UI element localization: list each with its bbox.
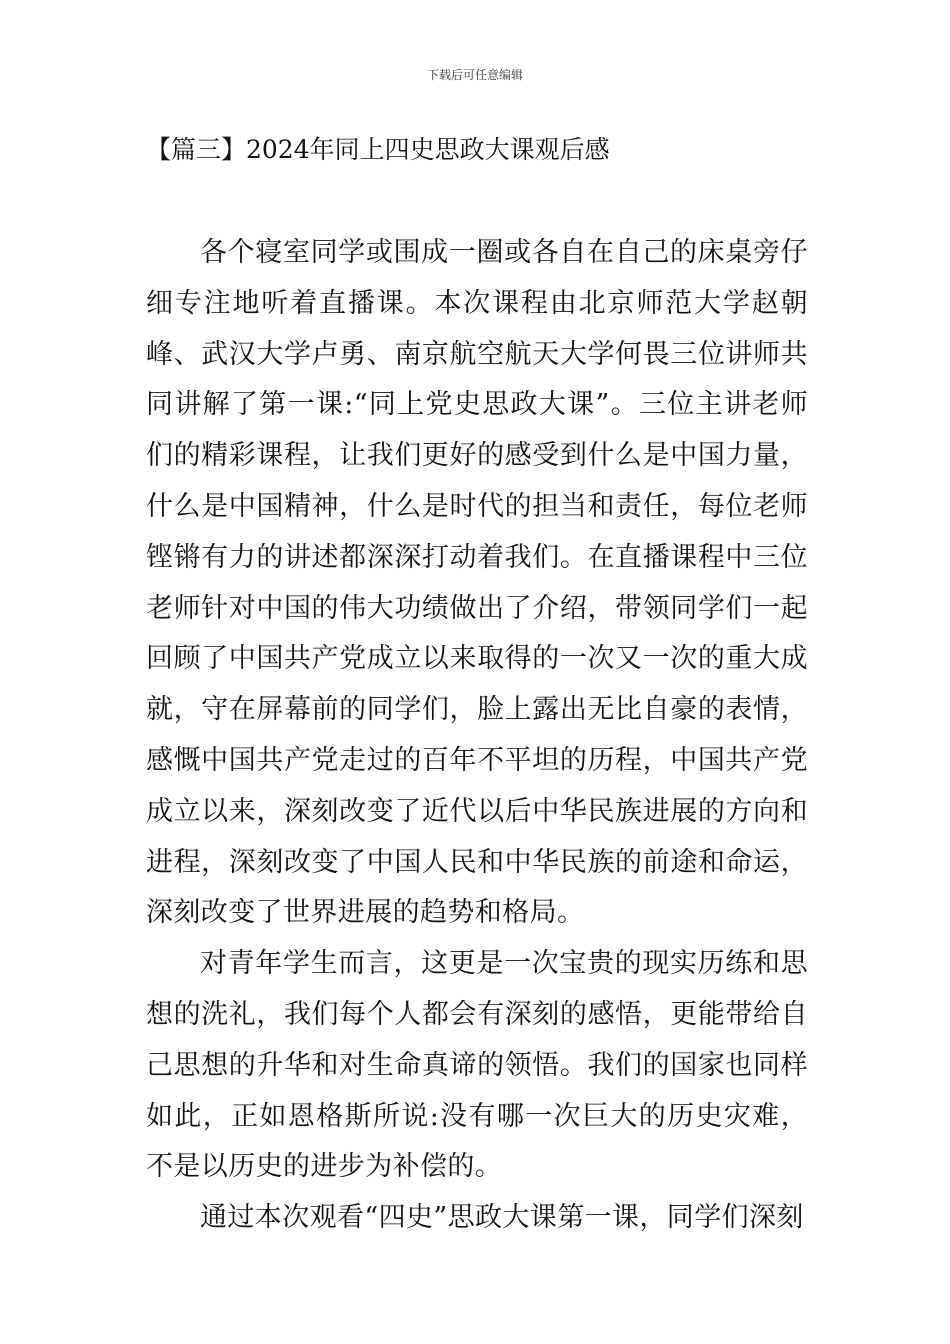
document-body [146,228,808,1244]
paragraph-1: 各个寝室同学或围成一圈或各自在自己的床桌旁仔细专注地听着直播课。本次课程由北京师范大学赵朝峰、武汉大学卢勇、南京航空航天大学何畏三位讲师共同讲解了第一课:“同上党史思政大课”。三位主讲老师们的精彩课程，让我们更好的感受到什么是中国力量，什么是中国精神，什么是时代的担当和责任，每位老师铿锵有力的讲述都深深打动着我们。在直播课程中三位老师针对中国的伟大功绩做出了介绍，带领同学们一起回顾了中国共产党成立以来取得的一次又一次的重大成就，守在屏幕前的同学们，脸上露出无比自豪的表情，感慨中国共产党走过的百年不平坦的历程，中国共产党成立以来，深刻改变了近代以后中华民族进展的方向和进程，深刻改变了中国人民和中华民族的前途和命运，深刻改变了世界进展的趋势和格局。 [146,237,808,929]
paragraph-3: 通过本次观看“四史”思政大课第一课，同学们深刻 [200,1202,804,1234]
document-title: 【篇三】2024年同上四史思政大课观后感 [146,135,610,164]
paragraph-2: 对青年学生而言，这更是一次宝贵的现实历练和思想的洗礼，我们每个人都会有深刻的感悟，更能带给自己思想的升华和对生命真谛的领悟。我们的国家也同样如此，正如恩格斯所说:没有哪一次巨大的历史灾难，不是以历史的进步为补偿的。 [146,948,808,1183]
page-header-note: 下载后可任意编辑 [426,68,523,82]
